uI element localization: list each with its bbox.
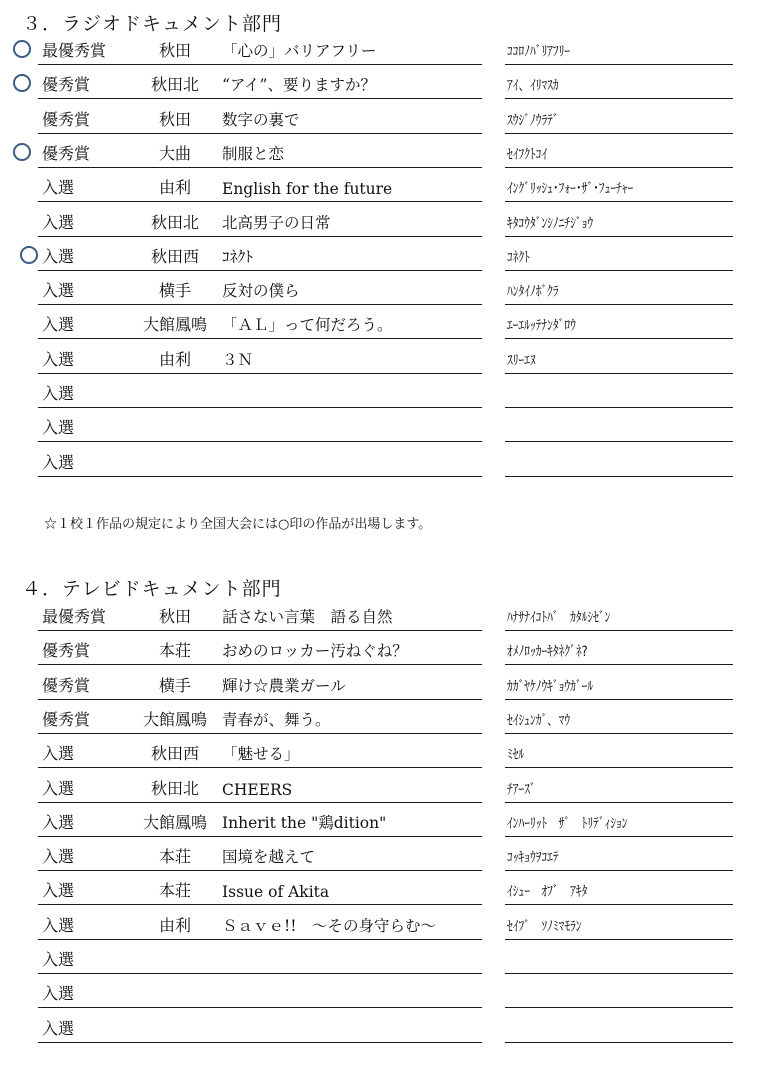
- award-label: 入選: [42, 178, 75, 198]
- school-name: 由利: [158, 349, 191, 369]
- result-row: [0, 976, 770, 1010]
- result-row: [0, 702, 770, 736]
- entry-underline: [38, 630, 482, 631]
- section-title-radio: ３．ラジオドキュメント部門: [22, 13, 283, 35]
- award-label: 入選: [42, 744, 75, 764]
- result-row: [0, 67, 770, 101]
- result-row: [0, 805, 770, 839]
- title-reading: ｺｺﾛﾉﾊﾞﾘｱﾌﾘｰ: [507, 44, 571, 60]
- award-label: 優秀賞: [42, 109, 91, 129]
- entry-underline: [38, 441, 482, 442]
- reading-underline: [505, 304, 733, 305]
- school-name: 秋田北: [150, 75, 199, 95]
- result-row: [0, 33, 770, 67]
- result-row: [0, 908, 770, 942]
- result-row: [0, 170, 770, 204]
- entry-underline: [38, 699, 482, 700]
- entry-underline: [38, 476, 482, 477]
- award-label: 入選: [42, 315, 75, 335]
- result-row: [0, 599, 770, 633]
- award-label: 入選: [42, 950, 75, 969]
- result-row: [0, 633, 770, 667]
- qualified-circle-icon: [13, 143, 31, 161]
- title-reading: ｺﾈｸﾄ: [507, 249, 530, 266]
- entry-underline: [38, 733, 482, 734]
- school-name: 秋田西: [150, 246, 199, 266]
- award-label: 優秀賞: [42, 675, 91, 695]
- title-reading: ｲｼｭｰ ｵﾌﾞ ｱｷﾀ: [507, 884, 588, 901]
- reading-underline: [505, 270, 733, 271]
- qualification-note: ☆１校１作品の規定により全国大会には○印の作品が出場します。: [44, 517, 432, 532]
- entry-underline: [38, 133, 482, 134]
- work-title: Issue of Akita: [222, 883, 330, 902]
- work-title: 反対の僕ら: [222, 282, 300, 301]
- result-row: [0, 942, 770, 976]
- school-name: 大館鳳鳴: [142, 812, 207, 832]
- title-reading: ｲﾝﾊｰﾘｯﾄ ｻﾞ ﾄﾘﾃﾞｨｼｮﾝ: [507, 815, 628, 832]
- work-title: 輝け☆農業ガール: [222, 676, 346, 695]
- award-label: 入選: [42, 281, 75, 301]
- entry-underline: [38, 167, 482, 168]
- reading-underline: [505, 1007, 733, 1008]
- title-reading: ｴｰｴﾙｯﾃﾅﾝﾀﾞﾛｳ: [507, 318, 576, 335]
- entry-underline: [38, 270, 482, 271]
- work-title: 数字の裏で: [222, 110, 300, 129]
- section-title-tv: ４．テレビドキュメント部門: [22, 578, 282, 600]
- title-reading: ｲﾝｸﾞﾘｯｼｭ･ﾌｫｰ･ｻﾞ･ﾌｭｰﾁｬｰ: [507, 181, 634, 198]
- title-reading: ﾊﾅｻﾅｲｺﾄﾊﾞ ｶﾀﾙｼｾﾞﾝ: [507, 610, 611, 626]
- work-title: “アイ”、要りますか？: [222, 76, 376, 95]
- award-label: 入選: [42, 984, 75, 1004]
- entry-underline: [38, 767, 482, 768]
- award-label: 入選: [42, 212, 75, 232]
- reading-underline: [505, 733, 733, 734]
- school-name: 大館鳳鳴: [142, 315, 207, 335]
- qualified-circle-icon: [13, 74, 31, 92]
- work-title: 「ＡＬ」って何だろう。: [222, 316, 393, 335]
- school-name: 横手: [158, 281, 191, 301]
- school-name: 本荘: [158, 641, 191, 661]
- school-name: 本荘: [158, 881, 191, 901]
- award-label: 入選: [42, 452, 75, 472]
- award-label: 入選: [42, 881, 75, 901]
- reading-underline: [505, 939, 733, 940]
- title-reading: ﾊﾝﾀｲﾉﾎﾞｸﾗ: [507, 284, 559, 301]
- award-label: 優秀賞: [42, 641, 91, 661]
- reading-underline: [505, 338, 733, 339]
- award-label: 最優秀賞: [42, 607, 107, 626]
- school-name: 大曲: [158, 143, 191, 163]
- qualified-circle-icon: [20, 246, 38, 264]
- work-title: English for the future: [222, 180, 393, 199]
- work-title: 制服と恋: [222, 144, 285, 163]
- school-name: 大館鳳鳴: [142, 709, 207, 729]
- entry-underline: [38, 973, 482, 974]
- entry-underline: [38, 201, 482, 202]
- entry-underline: [38, 373, 482, 374]
- reading-underline: [505, 236, 733, 237]
- result-row: [0, 136, 770, 170]
- award-label: 優秀賞: [42, 75, 91, 95]
- reading-underline: [505, 441, 733, 442]
- title-reading: ｵﾒﾉﾛｯｶｰｷﾀﾈｸﾞﾈ?: [507, 644, 588, 661]
- result-row: [0, 736, 770, 770]
- work-title: ｺﾈｸﾄ: [222, 247, 254, 266]
- reading-underline: [505, 167, 733, 168]
- title-reading: ｽﾘｰｴﾇ: [507, 352, 536, 369]
- work-title: 北高男子の日常: [222, 213, 331, 232]
- reading-underline: [505, 407, 733, 408]
- result-row: [0, 445, 770, 479]
- title-reading: ｷﾀｺｳﾀﾞﾝｼﾉﾆﾁｼﾞｮｳ: [507, 215, 594, 232]
- result-row: [0, 873, 770, 907]
- entry-underline: [38, 664, 482, 665]
- title-reading: ｾｲﾌｸﾄｺｲ: [507, 146, 548, 163]
- entry-underline: [38, 904, 482, 905]
- reading-underline: [505, 664, 733, 665]
- work-title: CHEERS: [222, 780, 293, 799]
- result-row: [0, 239, 770, 273]
- title-reading: ｽｳｼﾞﾉｳﾗﾃﾞ: [507, 112, 559, 129]
- entry-underline: [38, 836, 482, 837]
- reading-underline: [505, 767, 733, 768]
- entry-underline: [38, 1007, 482, 1008]
- title-reading: ｱｲ、ｲﾘﾏｽｶ: [507, 78, 559, 95]
- work-title: 「心の」バリアフリー: [222, 42, 377, 60]
- reading-underline: [505, 201, 733, 202]
- award-label: 入選: [42, 246, 75, 266]
- reading-underline: [505, 133, 733, 134]
- title-reading: ｶｶﾞﾔｹﾉｳｷﾞｮｳｶﾞｰﾙ: [507, 678, 594, 695]
- work-title: 青春が、舞う。: [222, 710, 331, 729]
- reading-underline: [505, 870, 733, 871]
- award-label: 優秀賞: [42, 143, 91, 163]
- reading-underline: [505, 98, 733, 99]
- school-name: 横手: [158, 675, 191, 695]
- result-row: [0, 273, 770, 307]
- work-title: 国境を越えて: [222, 848, 316, 867]
- entry-underline: [38, 236, 482, 237]
- reading-underline: [505, 802, 733, 803]
- reading-underline: [505, 630, 733, 631]
- reading-underline: [505, 373, 733, 374]
- award-label: 入選: [42, 778, 75, 798]
- award-label: 入選: [42, 812, 75, 832]
- work-title: おめのロッカー汚ねぐね？: [222, 642, 408, 661]
- entry-underline: [38, 870, 482, 871]
- entry-underline: [38, 939, 482, 940]
- award-label: 入選: [42, 1018, 75, 1038]
- entry-underline: [38, 802, 482, 803]
- award-label: 優秀賞: [42, 709, 91, 729]
- title-reading: ｾｲﾌﾞ ｿﾉﾐﾏﾓﾗﾝ: [507, 918, 582, 935]
- school-name: 本荘: [158, 847, 191, 867]
- result-row: [0, 376, 770, 410]
- result-row: [0, 410, 770, 444]
- award-label: 最優秀賞: [42, 41, 107, 60]
- school-name: 秋田北: [150, 778, 199, 798]
- result-row: [0, 102, 770, 136]
- work-title: 話さない言葉 語る自然: [222, 608, 393, 626]
- school-name: 秋田北: [150, 212, 199, 232]
- result-row: [0, 205, 770, 239]
- work-title: ３Ｎ: [222, 350, 254, 369]
- result-row: [0, 342, 770, 376]
- title-reading: ﾐｾﾙ: [507, 747, 525, 764]
- work-title: Ｓａｖｅ!! ～その身守らむ～: [222, 916, 436, 935]
- entry-underline: [38, 338, 482, 339]
- reading-underline: [505, 64, 733, 65]
- title-reading: ﾁｱｰｽﾞ: [507, 781, 536, 798]
- reading-underline: [505, 699, 733, 700]
- work-title: 「魅せる」: [222, 745, 300, 764]
- result-row: [0, 1011, 770, 1045]
- title-reading: ｺｯｷｮｳｦｺｴﾃ: [507, 850, 559, 867]
- award-label: 入選: [42, 384, 75, 403]
- school-name: 秋田: [158, 109, 191, 129]
- award-label: 入選: [42, 418, 75, 438]
- reading-underline: [505, 904, 733, 905]
- school-name: 秋田西: [150, 744, 199, 764]
- result-row: [0, 668, 770, 702]
- entry-underline: [38, 98, 482, 99]
- award-label: 入選: [42, 847, 75, 867]
- work-title: Inherit the "鶏dition": [222, 813, 387, 832]
- result-row: [0, 307, 770, 341]
- award-label: 入選: [42, 349, 75, 369]
- qualified-circle-icon: [13, 40, 31, 58]
- reading-underline: [505, 476, 733, 477]
- result-row: [0, 771, 770, 805]
- reading-underline: [505, 836, 733, 837]
- school-name: 由利: [158, 178, 191, 198]
- school-name: 秋田: [158, 41, 191, 60]
- entry-underline: [38, 304, 482, 305]
- entry-underline: [38, 1042, 482, 1043]
- school-name: 由利: [158, 915, 191, 935]
- award-label: 入選: [42, 915, 75, 935]
- result-row: [0, 839, 770, 873]
- title-reading: ｾｲｼｭﾝｶﾞ、ﾏｳ: [507, 712, 571, 729]
- reading-underline: [505, 1042, 733, 1043]
- entry-underline: [38, 64, 482, 65]
- entry-underline: [38, 407, 482, 408]
- reading-underline: [505, 973, 733, 974]
- school-name: 秋田: [158, 607, 191, 626]
